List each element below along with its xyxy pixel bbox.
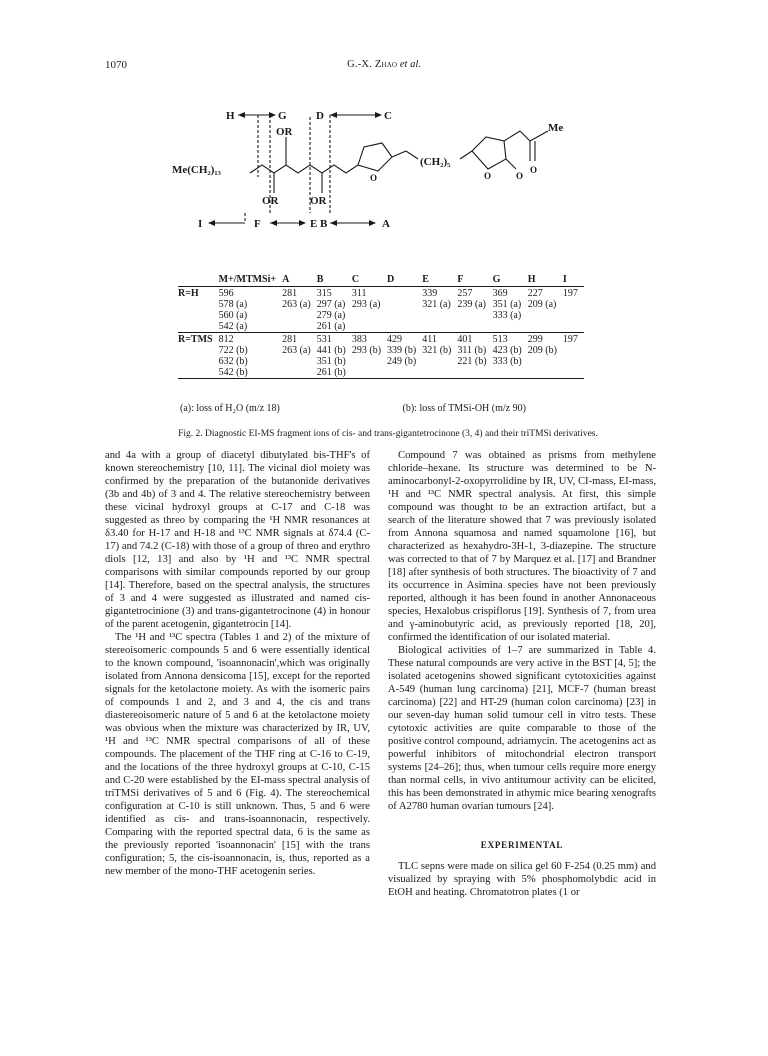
table-cell xyxy=(528,356,563,367)
label-o-ring2: O xyxy=(484,171,492,181)
table-cell: 293 (a) xyxy=(351,299,381,310)
table-cell xyxy=(387,367,422,379)
footnote-a: (a): loss of H₂O (m/z 18) xyxy=(180,403,280,414)
left-column xyxy=(105,449,370,878)
table-cell: 209 (b) xyxy=(527,345,557,356)
table-row xyxy=(178,321,584,333)
table-cell: 239 (a) xyxy=(457,299,486,310)
table-cell: 299 xyxy=(528,333,563,346)
table-cell: 333 (b) xyxy=(492,356,522,367)
table-cell xyxy=(422,310,457,321)
table-cell: 596 xyxy=(218,288,234,299)
table-cell: 351 (a) xyxy=(492,299,522,310)
table-cell: 209 (a) xyxy=(527,299,557,310)
table-cell: 263 (a) xyxy=(282,299,311,310)
table-cell xyxy=(387,321,422,333)
table-row xyxy=(178,299,584,310)
right-paragraph-2: Biological activities of 1–7 are summarized in Table 4. These natural compounds are very active in the BST [4, 5]; the isolated acetogenins showed significant cytotoxicities against A-549 (human lung carcinoma) [21], MCF-7 (human breast carcinoma) [22] and HT-29 (human colon carcinoma) [23] in our seven-day human solid tumour cell in vitro tests. These cytotoxic activities are quite comparable to those of the positive control compound, adriamycin. The acetogenins act as powerful inhibitors of mitochondrial electron transport systems [24–26]; thus, when tumour cells require more energy than normal cells, in vivo antitumour activity can be elicited, this has been demonstrated in athymic mice bearing xenografts of A2780 human ovarian tumours [24]. xyxy=(388,645,656,812)
table-cell xyxy=(563,345,584,356)
table-header-cell: A xyxy=(282,274,317,287)
table-cell: 423 (b) xyxy=(492,345,522,356)
table-row-label xyxy=(178,356,219,367)
table-cell xyxy=(387,287,422,300)
table-header-cell: F xyxy=(457,274,492,287)
table-row xyxy=(178,333,584,346)
table-cell: 281 xyxy=(282,333,317,346)
table-cell xyxy=(282,356,317,367)
table-cell: 542 (a) xyxy=(219,321,283,333)
table-header-cell: G xyxy=(493,274,528,287)
table-cell: 560 (a) xyxy=(218,310,248,321)
left-paragraph-2: The ¹H and ¹³C spectra (Tables 1 and 2) of the mixture of stereoisomeric compounds 5 and 6 were essentially identical to the known compound, 'isoannonacin',which was originally isolated from Annona densicoma [15], except for the reported signals for the ketolactone moiety. As with the isomeric pairs of compounds 1 and 2, and 3 and 4, the cis and trans diastereoisomeric nature of 5 and 6 at the ketolactone moiety was obvious when the mixture was characterized by IR, UV, ¹H and ¹³C NMR spectral comparisons of all of these compounds. The placement of the THF ring at C-16 to C-19, and the locations of the three hydroxyl groups at C-10, C-15 and C-20 were established by the EI-mass spectral analysis of triTMSi derivatives of 5 and 6 (Fig. 4). The stereochemical configuration at C-10 is still unknown. Thus, 5 and 6 were identified as cis- and trans-isoannonacin, respectively. Comparing with the reported spectral data, 6 is the same as the previously reported 'isoannonacin' [15] with the trans configuration; 5, the cis-isoannonacin, is, thus, reported as a new member of the mono-THF acetogenin series. xyxy=(105,632,370,877)
left-paragraph-1: and 4a with a group of diacetyl dibutylated bis-THF's of known stereochemistry [10, 11]. The vicinal diol moiety was confirmed by the preparation of the butanonide derivatives (3b and 4b) of 3 and 4. The relative stereochemistry between these vicinal hydroxyl groups at C-17 and C-18 was suggested as threo by comparing the ¹H NMR resonances at δ3.40 for H-17 and H-18 and ¹³C NMR signals at δ74.4 (C-17) and 74.2 (C-18) with those of a group of threo and erythro diols [12, 13] and also by ¹H and ¹³C NMR spectral comparisons with similar compounds reported by our group [14]. Therefore, based on the spectral analysis, the structures of 3 and 4 were suggested as illustrated and named cis-gigantetrocinione (3) and trans-gigantetrocinone (4) in honour of the parent acetogenin, gigantetrocin [14]. xyxy=(105,450,370,630)
label-f: F xyxy=(254,218,261,230)
table-cell: 542 (b) xyxy=(219,367,283,379)
table-header-cell: D xyxy=(387,274,422,287)
table-cell: 279 (a) xyxy=(316,310,346,321)
label-or-left: OR xyxy=(262,195,279,207)
figure-caption: Fig. 2. Diagnostic EI-MS fragment ions of cis- and trans-gigantetrocinone (3, 4) and their triTMSi derivatives. xyxy=(178,429,598,439)
table-cell xyxy=(352,310,387,321)
label-b: B xyxy=(320,218,328,230)
table-cell: 293 (b) xyxy=(351,345,382,356)
table-cell: 578 (a) xyxy=(218,299,248,310)
page-number: 1070 xyxy=(105,59,127,71)
table-cell xyxy=(528,321,563,333)
table-cell: 339 xyxy=(422,288,438,299)
table-cell: 227 xyxy=(527,288,543,299)
table-cell xyxy=(493,367,528,379)
table-header-row xyxy=(178,274,584,287)
label-me-chain: Me(CH₂)₁₃ xyxy=(172,164,221,176)
table-cell: 315 xyxy=(316,288,332,299)
table-cell: 321 (b) xyxy=(422,345,452,356)
table-cell xyxy=(422,356,457,367)
table-cell xyxy=(528,310,563,321)
table-cell: 221 (b) xyxy=(457,356,487,367)
table-header-cell: H xyxy=(528,274,563,287)
table-cell xyxy=(387,299,422,310)
table-row-label: R=TMS xyxy=(178,333,219,346)
running-head xyxy=(0,59,768,70)
table-row-label xyxy=(178,345,219,356)
table-cell: 297 (a) xyxy=(316,299,346,310)
table-row xyxy=(178,356,584,367)
label-e: E xyxy=(310,218,318,230)
table-cell xyxy=(282,321,317,333)
table-row xyxy=(178,287,584,300)
table-cell xyxy=(493,321,528,333)
table-cell: 812 xyxy=(219,333,283,346)
label-o-carbonyl: O xyxy=(516,171,524,181)
table-row-label xyxy=(178,310,219,321)
thf-ring xyxy=(358,143,392,171)
table-cell xyxy=(563,321,584,333)
table-cell: 249 (b) xyxy=(387,356,417,367)
label-or-mid: OR xyxy=(310,195,327,207)
table-cell: 311 (b) xyxy=(457,345,487,356)
table-cell: 311 xyxy=(351,288,367,299)
table-header-cell: C xyxy=(352,274,387,287)
table-cell xyxy=(563,367,584,379)
label-d: D xyxy=(316,110,324,122)
table-cell: 197 xyxy=(562,288,578,299)
table-cell: 257 xyxy=(457,288,473,299)
table-cell: 632 (b) xyxy=(218,356,248,367)
table-cell: 531 xyxy=(317,333,352,346)
table-cell: 339 (b) xyxy=(387,345,417,356)
label-me-end: Me xyxy=(548,122,564,134)
right-column xyxy=(388,449,656,899)
table-cell: 369 xyxy=(492,288,508,299)
table-cell: 411 xyxy=(422,333,457,346)
label-or-top: OR xyxy=(276,126,293,138)
table-row-label xyxy=(178,321,219,333)
table-cell xyxy=(528,367,563,379)
footnote-b: (b): loss of TMSi-OH (m/z 90) xyxy=(402,403,526,414)
table-row xyxy=(178,310,584,321)
table-header-cell: E xyxy=(422,274,457,287)
table-cell xyxy=(352,356,387,367)
table-cell: 441 (b) xyxy=(316,345,346,356)
table-cell: 351 (b) xyxy=(316,356,346,367)
label-o-ring1: O xyxy=(370,173,378,183)
experimental-paragraph: TLC sepns were made on silica gel 60 F-254 (0.25 mm) and visualized by spraying with 5% phosphomolybdic acid in EtOH and heating. Chromatotron plates (1 or xyxy=(388,861,656,898)
experimental-heading: EXPERIMENTAL xyxy=(480,840,564,850)
table-cell xyxy=(422,367,457,379)
label-c: C xyxy=(384,110,392,122)
table-cell xyxy=(563,299,584,310)
table-cell: 261 (b) xyxy=(317,367,352,379)
table-header-cell: M+/MTMSi+ xyxy=(219,274,283,287)
table-cell xyxy=(422,321,457,333)
table-footnote xyxy=(180,403,526,414)
table-row-label: R=H xyxy=(178,288,199,299)
table-header-cell: B xyxy=(317,274,352,287)
table-row-label xyxy=(178,299,219,310)
table-cell: 383 xyxy=(352,333,387,346)
table-cell: 261 (a) xyxy=(317,321,352,333)
table-cell xyxy=(457,310,492,321)
table-cell: 513 xyxy=(493,333,528,346)
table-cell xyxy=(563,310,584,321)
table-cell: 429 xyxy=(387,333,422,346)
table-header-cell xyxy=(178,274,219,287)
table-row xyxy=(178,345,584,356)
label-h: H xyxy=(226,110,235,122)
label-ch2-5: (CH₂)₅ xyxy=(420,156,451,168)
table-cell: 321 (a) xyxy=(422,299,451,310)
alkyl-chain xyxy=(250,165,358,173)
table-header-cell: I xyxy=(563,274,584,287)
running-head-et-al: et al. xyxy=(399,59,421,70)
table-cell xyxy=(457,367,492,379)
table-cell: 401 xyxy=(457,333,492,346)
table-cell xyxy=(387,310,422,321)
lactone-ring xyxy=(472,137,506,169)
table-cell: 333 (a) xyxy=(492,310,522,321)
table-cell xyxy=(352,321,387,333)
label-i: I xyxy=(198,218,203,230)
table-row-label xyxy=(178,367,219,379)
table-cell: 281 xyxy=(282,288,298,299)
table-cell: 722 (b) xyxy=(218,345,248,356)
table-cell: 263 (a) xyxy=(282,345,311,356)
fragment-table xyxy=(178,274,584,379)
table-cell xyxy=(457,321,492,333)
table-row xyxy=(178,367,584,379)
table-cell xyxy=(282,310,317,321)
label-o-ketone: O xyxy=(530,165,538,175)
table-cell xyxy=(282,367,317,379)
label-a: A xyxy=(382,218,390,230)
running-head-authors: G.-X. Zhao xyxy=(347,59,398,70)
right-paragraph-1: Compound 7 was obtained as prisms from methylene chloride–hexane. Its structure was determined to be N-aminocarbonyl-2-oxopyrrolidine by IR, UV, CI-mass, EI-mass, ¹H and ¹³C NMR spectral analysis. At first, this simple compound was thought to be an extraction artifact, but a search of the literature showed that 7 was previously isolated from Annona squamosa and named squamolone [16], but characterized as hexahydro-3H-1, 3-diazepine. The structure was corrected to that of 7 by Marquez et al. [17] and Brandner [18] after synthesis of both structures. The bioactivity of 7 and its occurrence in Asimina species have not been previously reported, although it has been found in another Annonaceous species, Hexalobus crispiflorus [19]. Synthesis of 7, from urea and γ-aminobutyric acid, as previously reported [18, 20], confirmed the identification of our isolated material. xyxy=(388,450,656,643)
table-cell xyxy=(563,356,584,367)
linker xyxy=(392,151,418,159)
chemical-structure-figure xyxy=(150,95,630,245)
table-cell: 197 xyxy=(563,333,584,346)
table-cell xyxy=(352,367,387,379)
label-g: G xyxy=(278,110,287,122)
